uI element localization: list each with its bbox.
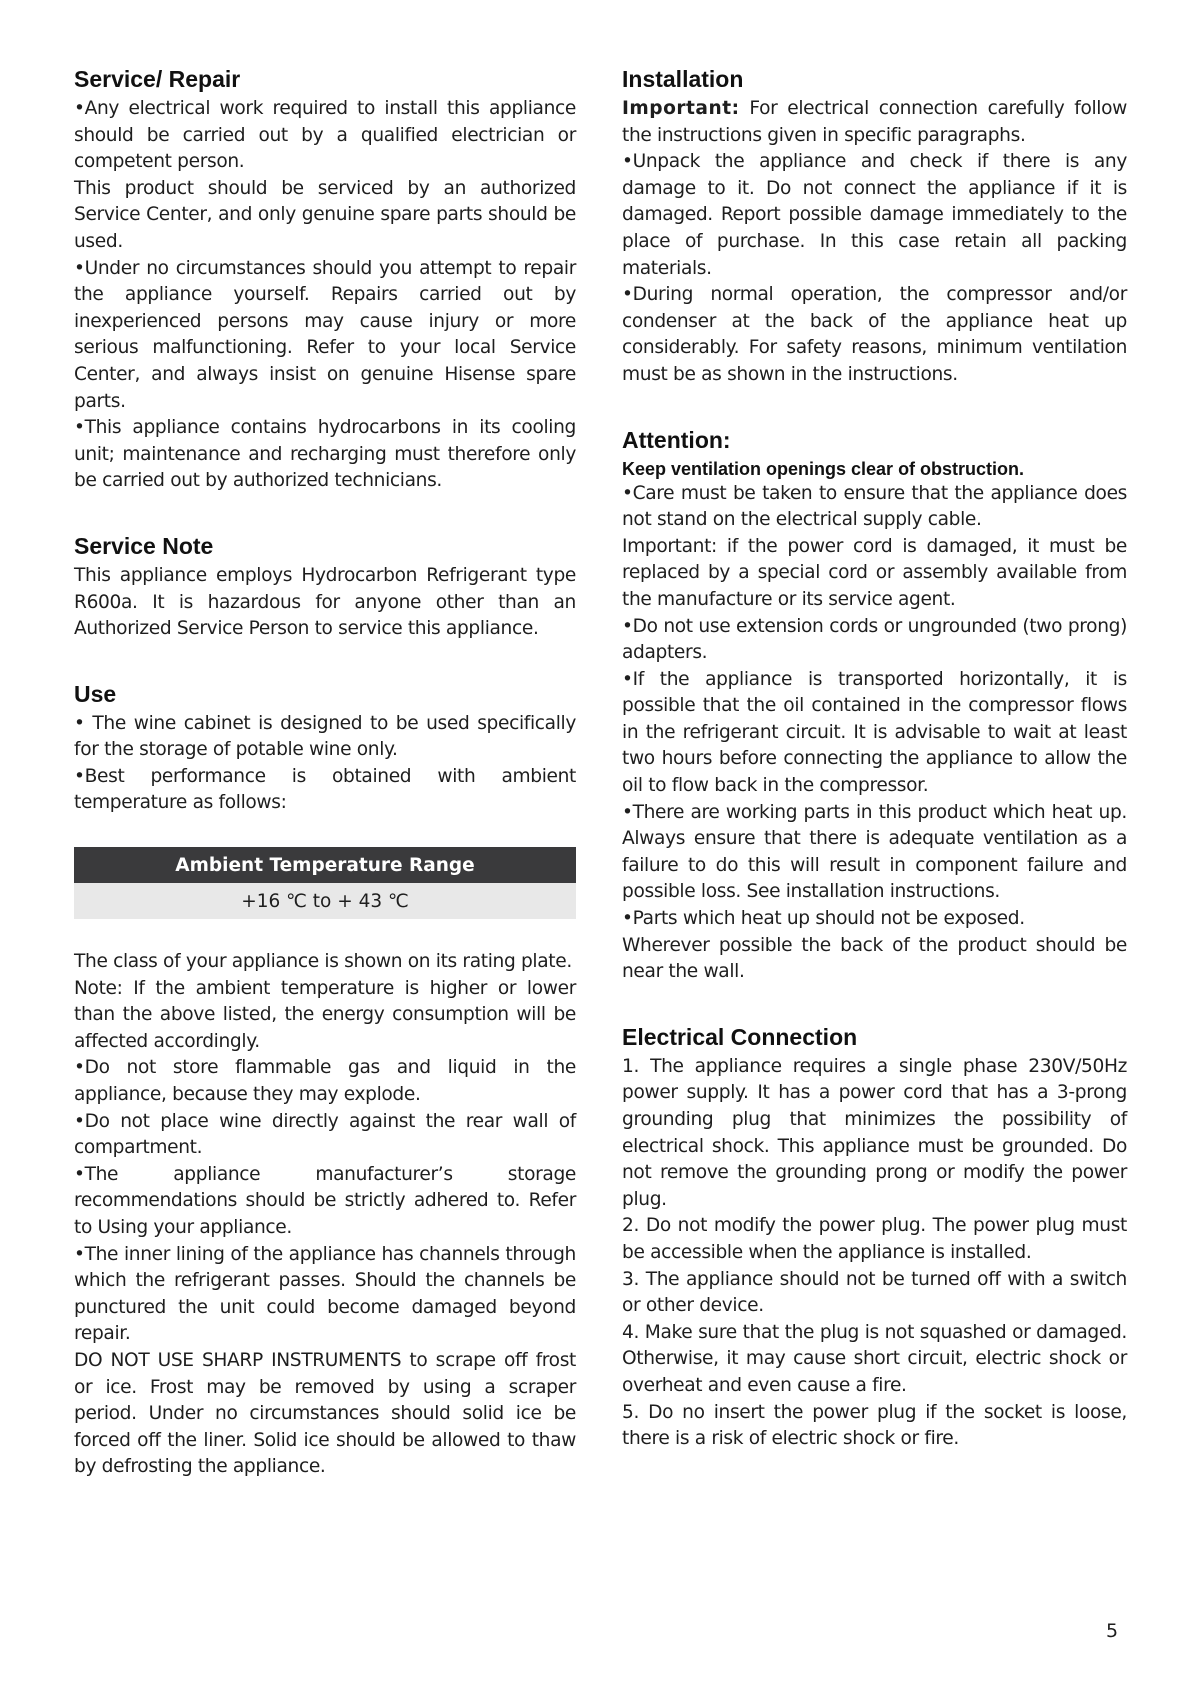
- service-repair-paragraph: •This appliance contains hydrocarbons in its cooling unit; maintenance and recharging must therefore only be carried out by authorized technicians.: [74, 417, 576, 492]
- use-paragraph: • The wine cabinet is designed to be used specifically for the storage of potable wine only.: [74, 712, 576, 761]
- electrical-connection-item: 4. Make sure that the plug is not squashed or damaged. Otherwise, it may cause short circuit, electric shock or overheat and even cause a fire.: [622, 1321, 1127, 1396]
- installation-heading: Installation: [622, 66, 744, 92]
- page-number: 5: [1106, 1620, 1119, 1642]
- attention-heading: Attention:: [622, 426, 731, 453]
- service-repair-section: [74, 62, 576, 495]
- electrical-connection-heading: Electrical Connection: [622, 1023, 858, 1050]
- service-note-section: [74, 529, 576, 643]
- important-text: For electrical connection carefully follow the instructions given in specific paragraphs.: [622, 98, 1127, 146]
- ambient-temperature-table: [74, 847, 576, 919]
- attention-paragraph: Wherever possible the back of the product should be near the wall.: [622, 934, 1127, 983]
- use-paragraph: •Best performance is obtained with ambient temperature as follows:: [74, 765, 576, 814]
- service-repair-paragraph: •Any electrical work required to install this appliance should be carried out by a qualified electrician or competent person.: [74, 98, 576, 173]
- attention-subheading: Keep ventilation openings clear of obstruction.: [622, 458, 1025, 479]
- attention-paragraph: •Do not use extension cords or ungrounded (two prong) adapters.: [622, 615, 1127, 664]
- use-paragraph: •Do not store flammable gas and liquid in the appliance, because they may explode.: [74, 1057, 576, 1106]
- electrical-connection-item: 5. Do no insert the power plug if the socket is loose, there is a risk of electric shock or fire.: [622, 1401, 1127, 1450]
- use-paragraph: DO NOT USE SHARP INSTRUMENTS to scrape off frost or ice. Frost may be removed by using a scraper period. Under no circumstances should solid ice be forced off the liner. Solid ice should be allowed to thaw by defrosting the appliance.: [74, 1349, 576, 1478]
- attention-paragraph: •There are working parts in this product which heat up. Always ensure that there is adequate ventilation as a failure to do this will result in component failure and possible loss. See installation instructions.: [622, 801, 1127, 903]
- service-note-paragraph: This appliance employs Hydrocarbon Refrigerant type R600a. It is hazardous for anyone other than an Authorized Service Person to service this appliance.: [74, 564, 576, 640]
- ambient-temperature-value: +16 ℃ to + 43 ℃: [74, 883, 576, 919]
- use-paragraph: Note: If the ambient temperature is higher or lower than the above listed, the energy consumption will be affected accordingly.: [74, 977, 576, 1052]
- ambient-temperature-header: Ambient Temperature Range: [74, 847, 576, 883]
- attention-paragraph: •If the appliance is transported horizontally, it is possible that the oil contained in the compressor flows in the refrigerant circuit. It is advisable to wait at least two hours before connecting the appliance to allow the oil to flow back in the compressor.: [622, 668, 1127, 797]
- installation-paragraph: •During normal operation, the compressor and/or condenser at the back of the appliance heat up considerably. For safety reasons, minimum ventilation must be as shown in the instructions.: [622, 284, 1127, 385]
- installation-section: [622, 62, 1127, 389]
- installation-paragraph: •Unpack the appliance and check if there is any damage to it. Do not connect the appliance if it is damaged. Report possible damage immediately to the place of purchase. In this case retain all packing materials.: [622, 151, 1127, 279]
- electrical-connection-item: 3. The appliance should not be turned off with a switch or other device.: [622, 1268, 1127, 1317]
- use-paragraph: •Do not place wine directly against the rear wall of compartment.: [74, 1110, 576, 1159]
- electrical-connection-item: 2. Do not modify the power plug. The power plug must be accessible when the appliance is installed.: [622, 1215, 1127, 1263]
- attention-paragraph: •Parts which heat up should not be exposed.: [622, 908, 1025, 930]
- attention-paragraph: •Care must be taken to ensure that the appliance does not stand on the electrical supply cable.: [622, 482, 1127, 531]
- use-paragraph: •The appliance manufacturer’s storage recommendations should be strictly adhered to. Refer to Using your appliance.: [74, 1163, 576, 1238]
- electrical-connection-section: [622, 1020, 1127, 1453]
- use-heading: Use: [74, 680, 117, 707]
- installation-paragraph: [622, 96, 1127, 149]
- attention-section: [622, 423, 1127, 986]
- left-column: [74, 62, 576, 1481]
- attention-paragraph: Important: if the power cord is damaged, it must be replaced by a special cord or assembly available from the manufacture or its service agent.: [622, 535, 1127, 610]
- important-label: Important:: [622, 98, 740, 119]
- use-paragraph: The class of your appliance is shown on its rating plate.: [74, 951, 572, 973]
- use-section: [74, 677, 576, 1481]
- service-repair-heading: Service/ Repair: [74, 66, 241, 92]
- service-repair-paragraph: This product should be serviced by an authorized Service Center, and only genuine spare parts should be used.: [74, 177, 576, 252]
- electrical-connection-item: 1. The appliance requires a single phase 230V/50Hz power supply. It has a power cord that has a 3-prong grounding plug that minimizes the possibility of electrical shock. This appliance must be grounded. Do not remove the grounding prong or modify the power plug.: [622, 1055, 1127, 1210]
- service-note-heading: Service Note: [74, 532, 214, 559]
- use-paragraph: •The inner lining of the appliance has channels through which the refrigerant passes. Should the channels be punctured the unit could become damaged beyond repair.: [74, 1243, 576, 1345]
- service-repair-paragraph: •Under no circumstances should you attempt to repair the appliance yourself. Repairs carried out by inexperienced persons may cause injury or more serious malfunctioning. Refer to your local Service Center, and always insist on genuine Hisense spare parts.: [74, 257, 576, 412]
- right-column: [622, 62, 1127, 1453]
